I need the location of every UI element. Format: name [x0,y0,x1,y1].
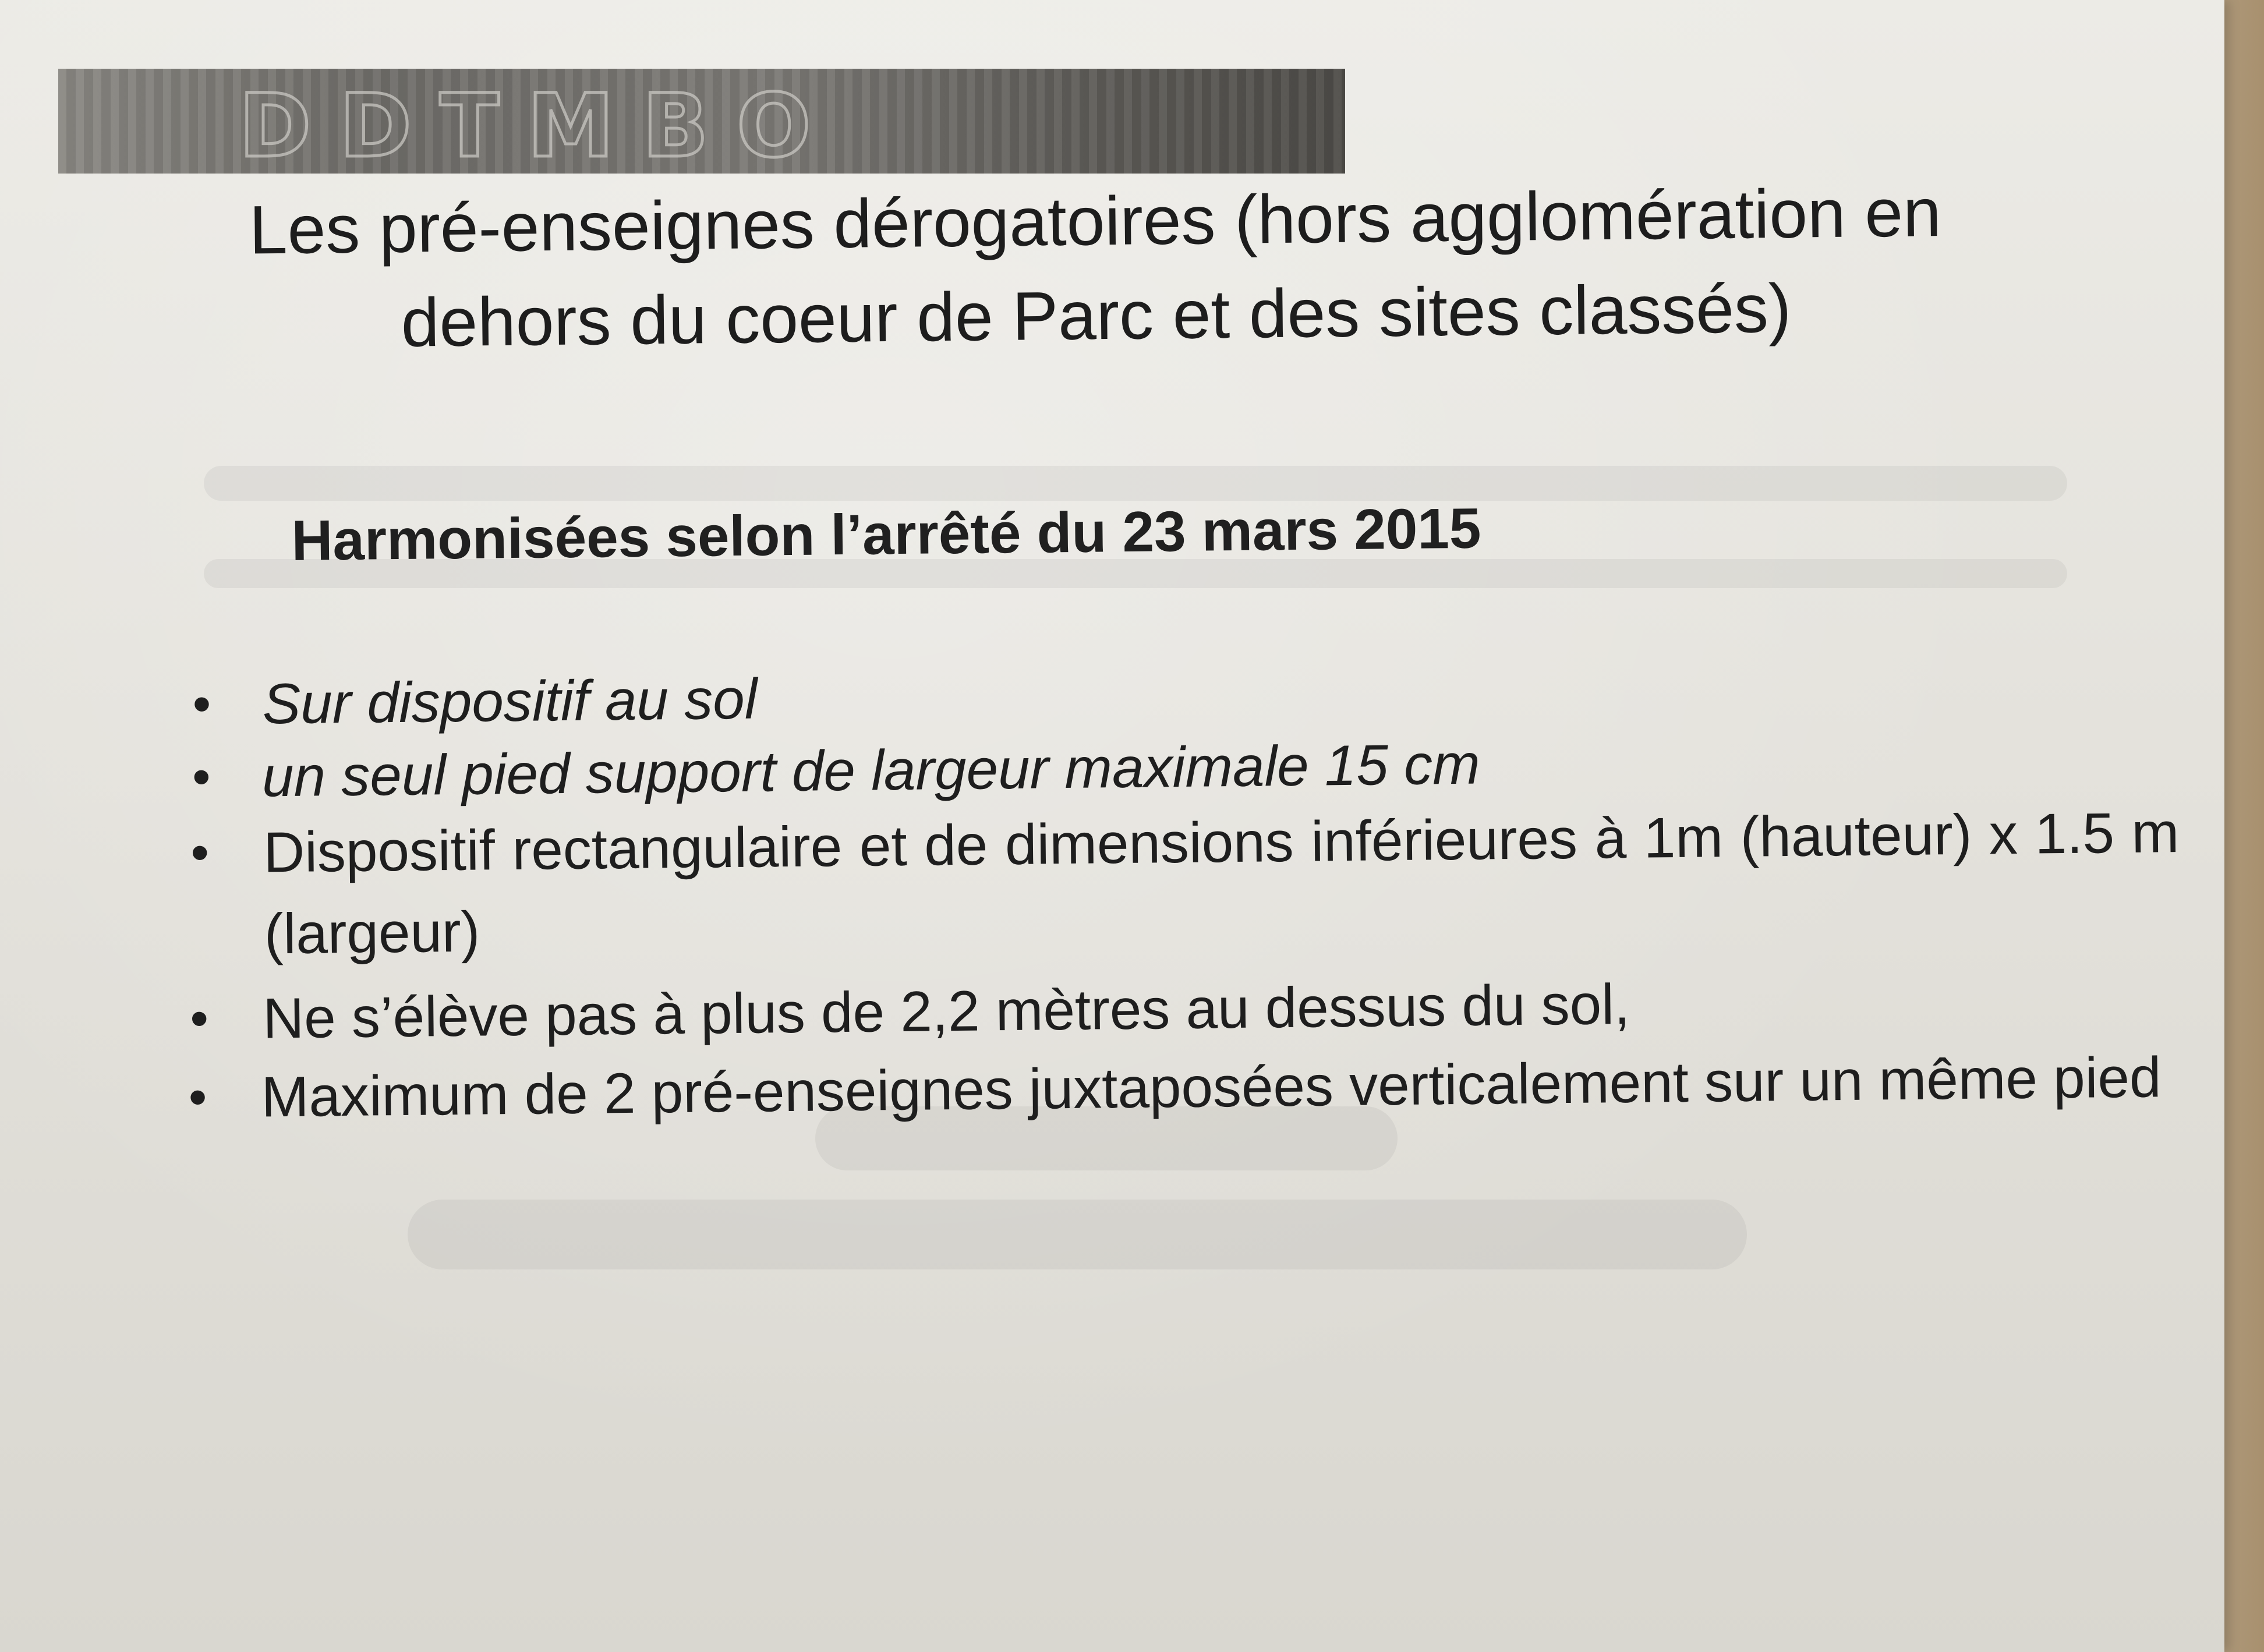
slide-subtitle: Harmonisées selon l’arrêté du 23 mars 2015 [291,496,1481,572]
bullet-text: Sur dispositif au sol [262,666,758,736]
slide-title: Les pré-enseignes dérogatoires (hors agglomération en dehors du coeur de Parc et des sites classés) [249,174,1942,362]
bullet-text: un seul pied support de largeur maximale 15 cm [261,731,1481,809]
bullet-list [175,643,2189,1246]
bullet-text: Dispositif rectangulaire et de dimensions inférieures à 1m (hauteur) x 1.5 m (largeur) [263,800,2180,966]
bullet-text: Ne s’élève pas à plus de 2,2 mètres au dessus du sol, [262,971,1630,1050]
bullet-dot-icon: • [190,823,210,882]
bullet-dot-icon: • [188,1068,207,1127]
bullet-dot-icon: • [192,748,211,806]
logo-banner [58,69,1345,174]
bullet-text: Maximum de 2 pré-enseignes juxtaposées verticalement sur un même pied [261,1045,2162,1129]
banner-logo-icon: DDTMBO [239,76,839,174]
bullet-dot-icon: • [192,675,211,734]
bullet-dot-icon: • [189,989,209,1048]
